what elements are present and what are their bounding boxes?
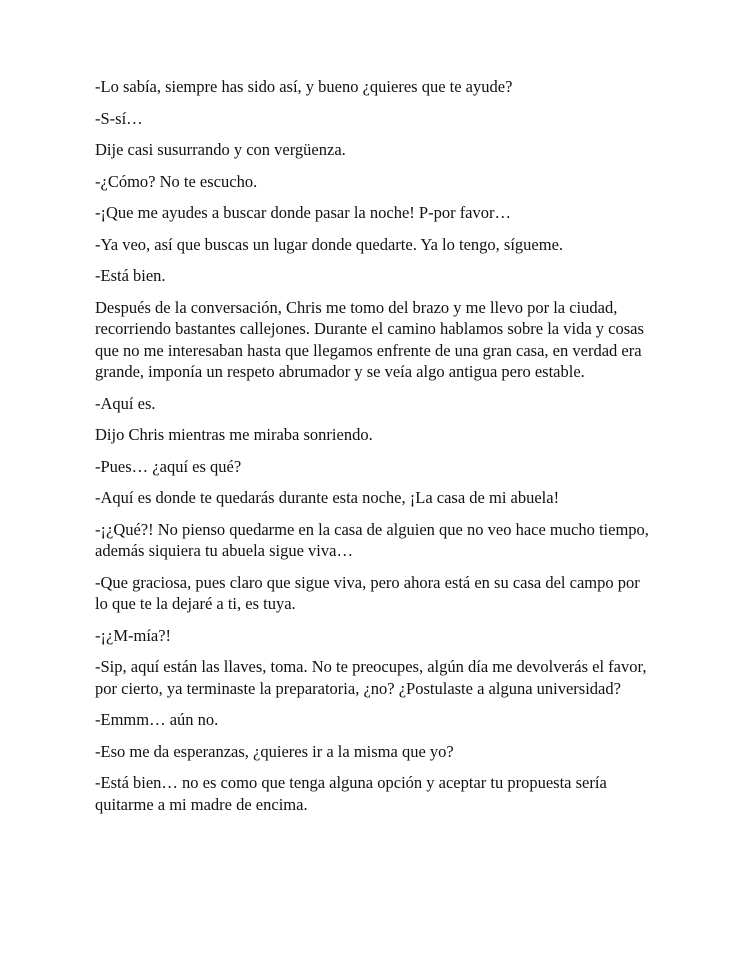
paragraph-11: -Pues… ¿aquí es qué?: [95, 456, 242, 476]
paragraph-15: -¡¿M-mía?!: [95, 625, 172, 645]
paragraph-5: -¡Que me ayudes a buscar donde pasar la noche! P-por favor…: [95, 203, 512, 222]
text-body: [95, 76, 655, 825]
paragraph-6: -Ya veo, así que buscas un lugar donde quedarte. Ya lo tengo, sígueme.: [95, 234, 564, 254]
paragraph-13: -¡¿Qué?! No pienso quedarme en la casa de alguien que no veo hace mucho tiempo, además siquiera tu abuela sigue viva…: [95, 519, 649, 560]
paragraph-14: -Que graciosa, pues claro que sigue viva, pero ahora está en su casa del campo por lo que te la dejaré a ti, es tuya.: [95, 572, 640, 613]
paragraph-3: Dije casi susurrando y con vergüenza.: [95, 140, 346, 159]
paragraph-7: -Está bien.: [95, 266, 166, 285]
paragraph-1: -Lo sabía, siempre has sido así, y bueno ¿quieres que te ayude?: [95, 77, 513, 96]
paragraph-16: -Sip, aquí están las llaves, toma. No te preocupes, algún día me devolverás el favor, por cierto, ya terminaste la preparatoria, ¿no? ¿Postulaste a alguna universidad?: [95, 657, 647, 698]
paragraph-12: -Aquí es donde te quedarás durante esta noche, ¡La casa de mi abuela!: [95, 488, 560, 507]
paragraph-4: -¿Cómo? No te escucho.: [95, 171, 258, 191]
paragraph-10: Dijo Chris mientras me miraba sonriendo.: [95, 425, 373, 444]
paragraph-18: -Eso me da esperanzas, ¿quieres ir a la misma que yo?: [95, 741, 454, 761]
paragraph-2: -S-sí…: [95, 108, 143, 128]
paragraph-19: -Está bien… no es como que tenga alguna opción y aceptar tu propuesta sería quitarme a mi madre de encima.: [95, 773, 607, 814]
paragraph-17: -Emmm… aún no.: [95, 710, 219, 729]
paragraph-8: Después de la conversación, Chris me tomo del brazo y me llevo por la ciudad, recorriendo bastantes callejones. Durante el camino hablamos sobre la vida y cosas que no me interesaban hasta que llegamos enfrente de una gran casa, en verdad era grande, imponía un respeto abrumador y se veía algo antigua pero estable.: [95, 297, 644, 381]
paragraph-9: -Aquí es.: [95, 393, 156, 413]
